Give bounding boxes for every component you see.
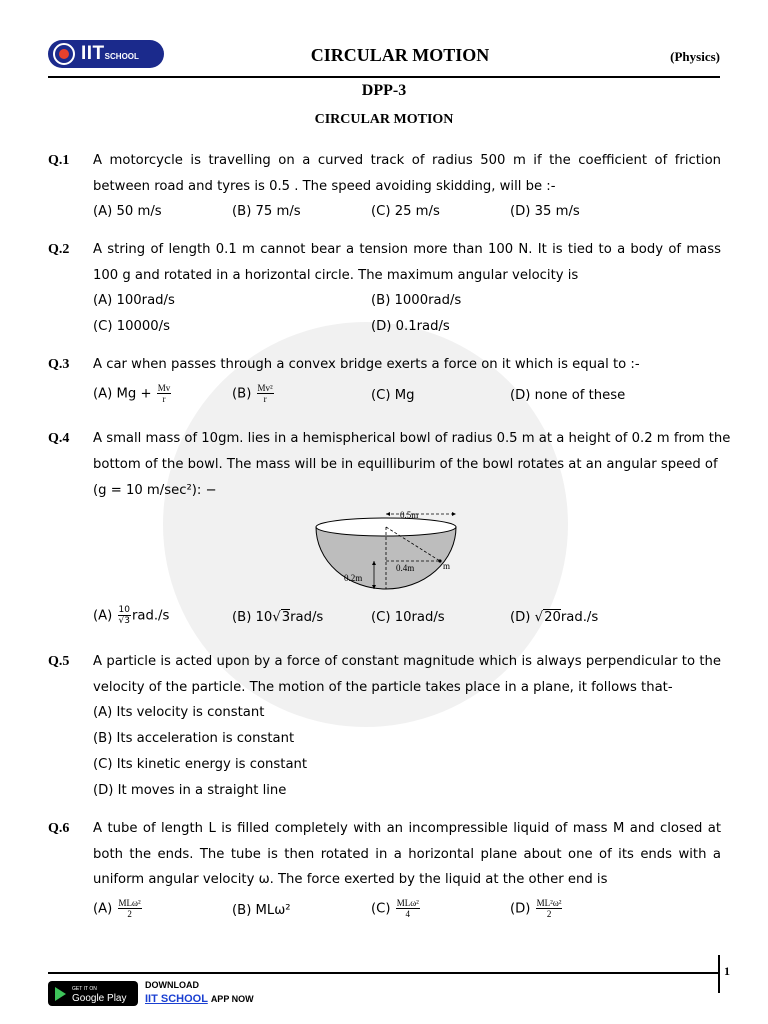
doc-title: DPP-3 xyxy=(361,82,407,99)
option-b xyxy=(232,383,275,404)
question-number: Q.2 xyxy=(48,242,70,257)
option-d xyxy=(510,898,563,919)
option-a-unit: rad./s xyxy=(131,608,170,624)
option-b: (B) 1000rad/s xyxy=(371,293,462,308)
denominator: 4 xyxy=(405,909,411,919)
question-number: Q.3 xyxy=(48,357,70,372)
question-number: Q.4 xyxy=(48,431,70,446)
google-play-icon xyxy=(55,987,66,1001)
option-d: (D) 35 m/s xyxy=(510,204,580,219)
arrow-head xyxy=(386,512,390,516)
hemispherical-bowl-diagram xyxy=(312,505,460,595)
root-value: 20 xyxy=(544,610,561,625)
header-divider xyxy=(48,76,720,78)
iit-school-app-link[interactable]: IIT SCHOOL xyxy=(145,993,208,1005)
footer-divider xyxy=(48,972,720,974)
denominator: r xyxy=(263,394,267,404)
height-label: 0.2m xyxy=(344,573,363,583)
doc-subtitle: CIRCULAR MOTION xyxy=(314,112,454,127)
option-a: (A) Its velocity is constant xyxy=(93,705,265,720)
radius-label: 0.5m xyxy=(400,510,419,520)
option-d-prefix: (D) xyxy=(510,610,531,625)
badge-small-text: GET IT ON xyxy=(72,985,97,992)
header-title: CIRCULAR MOTION xyxy=(310,45,490,65)
fraction xyxy=(118,605,131,626)
numerator: Mv xyxy=(157,383,171,393)
option-a xyxy=(93,898,143,919)
question-text: A string of length 0.1 m cannot bear a tension more than 100 N. It is tied to a body of mass 100 g and rotated in a horizontal circle. The maximum angular velocity is xyxy=(93,242,721,283)
numerator: Mv² xyxy=(257,383,273,393)
question-text: A car when passes through a convex bridge exerts a force on it which is equal to :- xyxy=(93,357,640,372)
app-now-text: APP NOW xyxy=(210,994,254,1004)
option-a: (A) 100rad/s xyxy=(93,293,175,308)
option-d: (D) none of these xyxy=(510,388,626,403)
option-a-prefix: (A) xyxy=(93,608,113,624)
option-c: (C) 10rad/s xyxy=(371,610,445,625)
question-text: A particle is acted upon by a force of constant magnitude which is always perpendicular to the velocity of the particle. The motion of the particle takes place in a plane, it follows that- xyxy=(93,654,721,695)
numerator: ML²ω² xyxy=(536,898,562,908)
option-b: (B) Its acceleration is constant xyxy=(93,731,295,746)
logo-small-text: SCHOOL xyxy=(104,52,139,61)
fraction xyxy=(118,898,142,919)
denominator: r xyxy=(162,394,166,404)
footer-vertical-rule xyxy=(718,955,720,993)
option-a xyxy=(93,605,169,626)
option-a: (A) 50 m/s xyxy=(93,204,162,219)
numerator: MLω² xyxy=(118,898,141,908)
numerator: MLω² xyxy=(396,898,419,908)
logo-text: IIT xyxy=(81,43,105,64)
option-c: (C) 25 m/s xyxy=(371,204,440,219)
option-d: (D) √20rad./s xyxy=(510,610,599,625)
question-text: A motorcycle is travelling on a curved track of radius 500 m if the coefficient of friction between road and tyres is 0.5 . The speed avoiding skidding, will be :- xyxy=(93,153,721,194)
question-number: Q.5 xyxy=(48,654,70,669)
numerator: 10 xyxy=(118,605,130,615)
option-b: (B) 10√3rad/s xyxy=(232,610,324,625)
option-a-prefix: (A) xyxy=(93,901,113,917)
question-text-line-2: bottom of the bowl. The mass will be in equilliburim of the bowl rotates at an angular speed of xyxy=(93,457,718,472)
header-subject: (Physics) xyxy=(670,49,720,64)
option-b-prefix: (B) xyxy=(232,386,252,402)
option-c: (C) Mg xyxy=(371,388,415,403)
option-c-prefix: (C) xyxy=(371,901,391,917)
mass-label: m xyxy=(443,561,451,571)
option-d-prefix: (D) xyxy=(510,901,531,917)
option-a-prefix: (A) Mg + xyxy=(93,386,152,402)
option-c xyxy=(371,898,421,919)
option-b: (B) 75 m/s xyxy=(232,204,301,219)
fraction xyxy=(396,898,420,919)
question-number: Q.1 xyxy=(48,153,70,168)
option-d-unit: rad./s xyxy=(560,610,599,625)
denominator: 2 xyxy=(127,909,132,919)
option-d: (D) 0.1rad/s xyxy=(371,319,450,334)
option-b: (B) MLω² xyxy=(232,903,291,918)
option-a xyxy=(93,383,172,404)
arrow-head xyxy=(452,512,456,516)
google-play-badge[interactable] xyxy=(48,981,138,1006)
question-text-line-1: A small mass of 10gm. lies in a hemispherical bowl of radius 0.5 m at a height of 0.2 m from the xyxy=(93,431,731,446)
fraction xyxy=(157,383,172,404)
page-number: 1 xyxy=(724,964,730,978)
download-label: DOWNLOAD xyxy=(145,980,199,990)
option-c: (C) Its kinetic energy is constant xyxy=(93,757,308,772)
inner-radius-label: 0.4m xyxy=(396,563,415,573)
question-text: A tube of length L is filled completely with an incompressible liquid of mass M and closed at both the ends. The tube is then rotated in a horizontal plane about one of its ends with a uniform angular velocity ω. The force exerted by the liquid at the other end is xyxy=(93,821,721,888)
fraction xyxy=(536,898,563,919)
badge-big-text: Google Play xyxy=(72,992,127,1004)
denominator: √3 xyxy=(118,616,130,626)
option-b-prefix: (B) 10 xyxy=(232,610,273,625)
denominator: 2 xyxy=(546,909,552,919)
question-number: Q.6 xyxy=(48,821,70,836)
option-b-unit: rad/s xyxy=(290,610,324,625)
option-c: (C) 10000/s xyxy=(93,319,170,334)
fraction xyxy=(257,383,274,404)
mass-point xyxy=(438,559,441,562)
question-text-line-3: (g = 10 m/sec²): − xyxy=(93,483,217,498)
app-promo xyxy=(145,993,254,1005)
option-d: (D) It moves in a straight line xyxy=(93,783,287,798)
root-value: 3 xyxy=(281,610,291,625)
